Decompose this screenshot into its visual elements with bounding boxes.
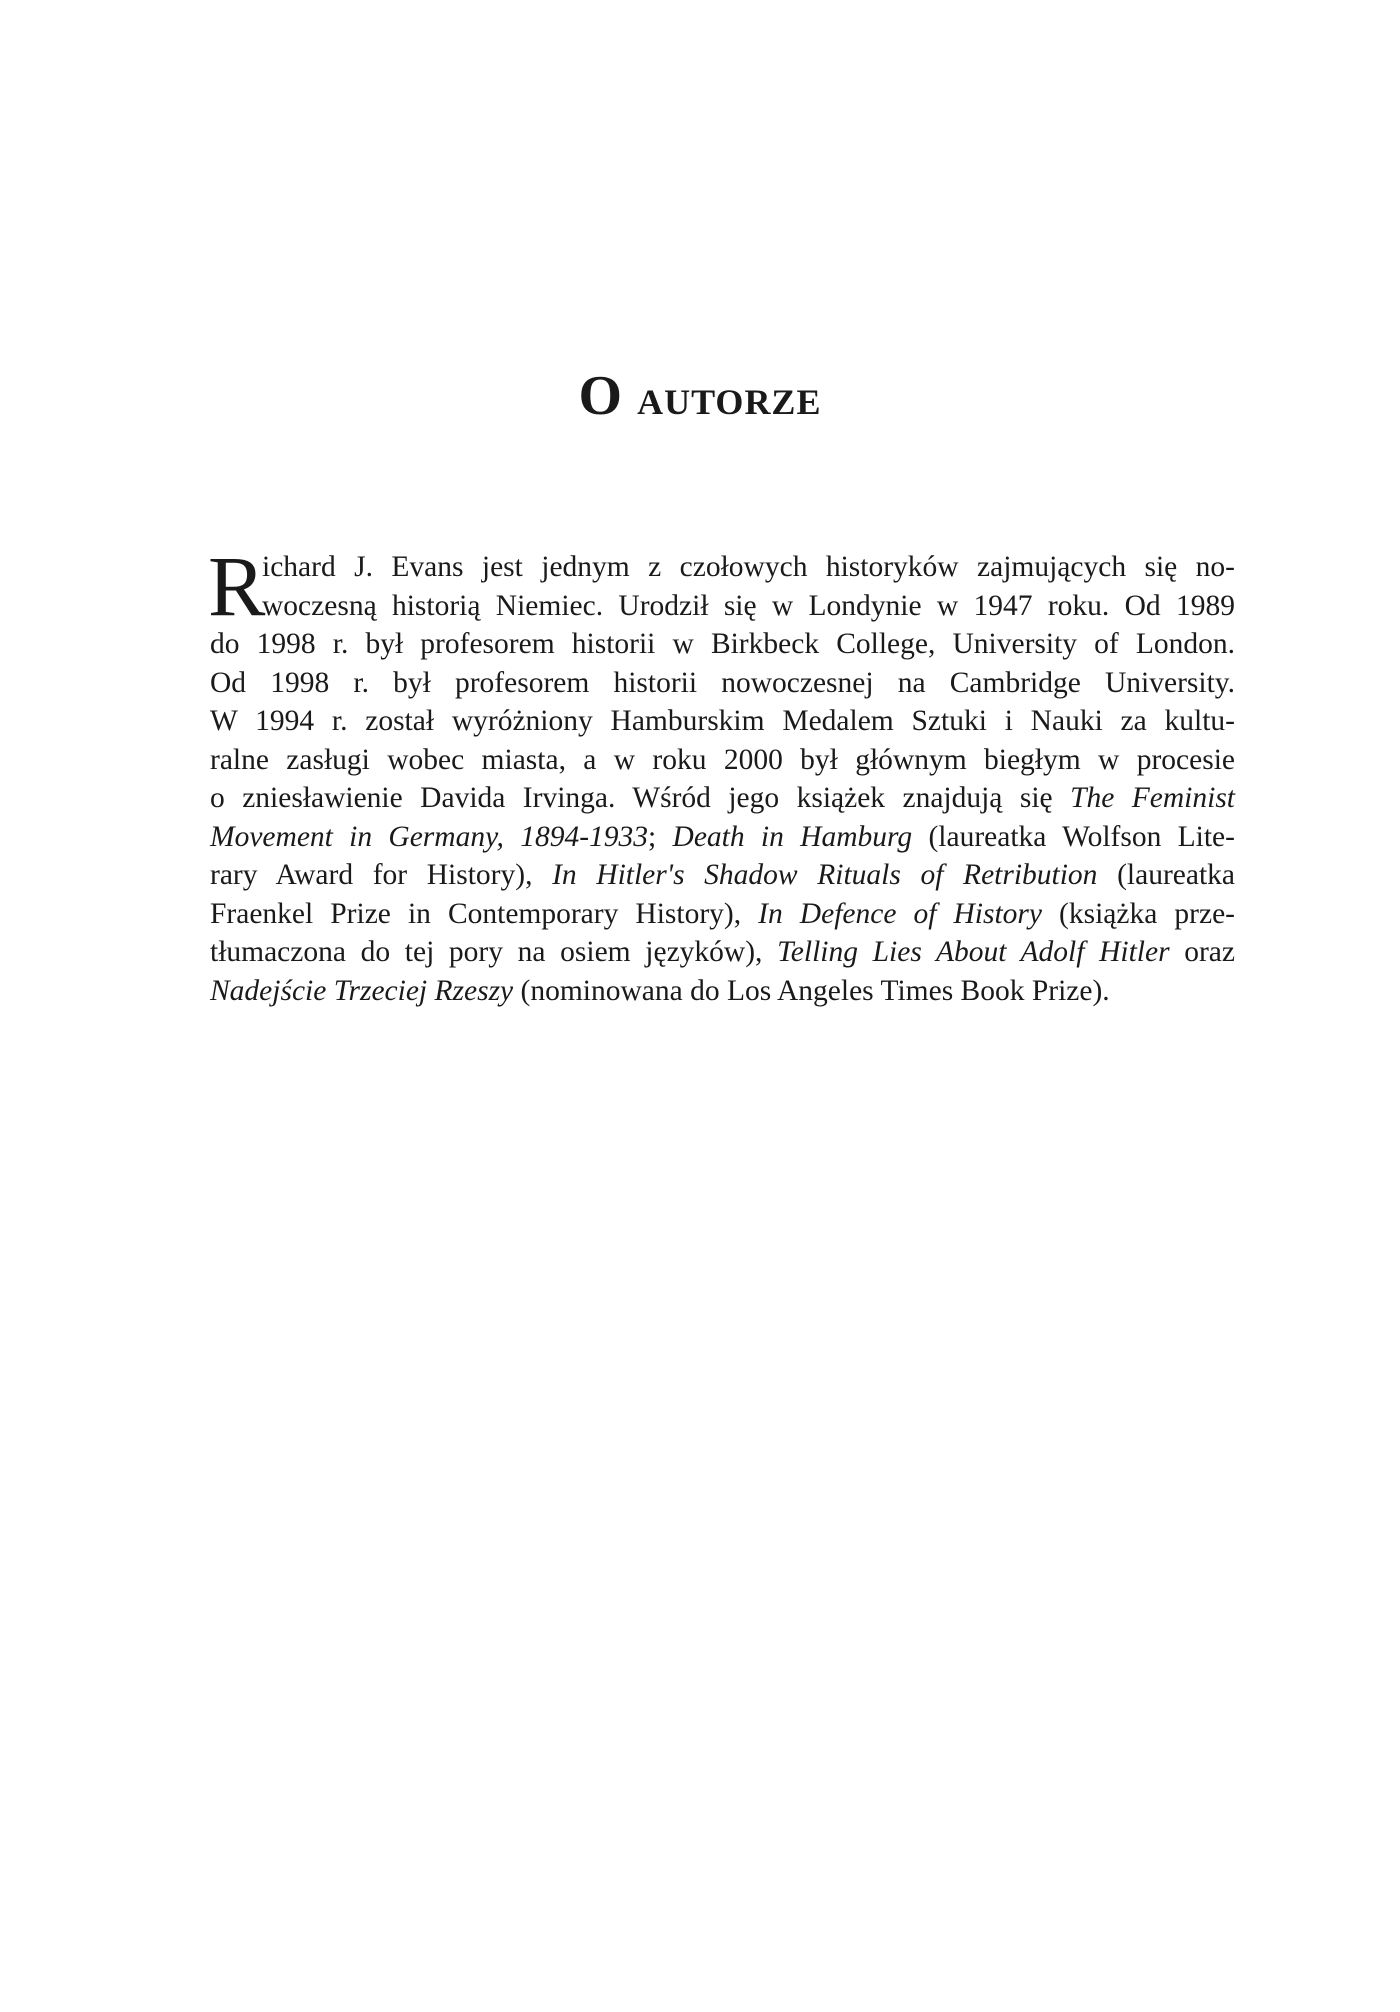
bio-line [210,818,1235,857]
bio-line [210,933,1235,972]
book-title: Nadejście Trzeciej Rzeszy [210,974,514,1007]
bio-line [210,625,1235,664]
bio-line [210,895,1235,934]
bio-text: rary Award for History), [210,859,553,891]
book-title: In Hitler's Shadow Rituals of Retribution [552,859,1098,891]
bio-text: (nominowana do Los Angeles Times Book Prize). [513,974,1110,1007]
bio-text: tłumaczona do tej pory na osiem języków), [210,936,778,968]
bio-text: ; [648,820,673,853]
bio-line [210,972,1235,1011]
author-bio [208,538,1235,1010]
title-rest: autorze [637,369,822,426]
bio-text: do 1998 r. był profesorem historii w Birkbeck College, University of London. [210,628,1235,660]
bio-line [210,856,1235,895]
bio-text: oraz [1169,936,1235,968]
bio-line [210,741,1235,780]
bio-text: Od 1998 r. był profesorem historii nowoczesnej na Cambridge University. [210,666,1235,699]
book-title: Movement in Germany, 1894-1933 [210,820,649,853]
bio-text: o zniesławienie Davida Irvinga. Wśród jego książek znajdują się [210,782,1071,814]
drop-cap: R [208,538,266,634]
bio-text: (książka prze- [1042,897,1235,930]
bio-text: ralne zasługi wobec miasta, a w roku 2000 był głównym biegłym w procesie [210,743,1235,776]
bio-text: ichard J. Evans jest jednym z czołowych historyków zajmujących się no- [262,551,1235,583]
bio-text: woczesną historią Niemiec. Urodził się w Londynie w 1947 roku. Od 1989 [262,589,1235,622]
bio-text: Fraenkel Prize in Contemporary History), [210,897,759,930]
bio-line [210,779,1235,818]
bio-line [210,702,1235,741]
bio-line [210,664,1235,703]
page-title [0,365,1400,427]
book-title: Death in Hamburg [672,820,913,853]
bio-line [210,548,1235,587]
book-title: In Defence of History [758,897,1042,930]
bio-lines [208,538,1235,1010]
bio-text: W 1994 r. został wyróżniony Hamburskim Medalem Sztuki i Nauki za kultu- [210,705,1235,737]
book-title: The Feminist [1070,782,1235,814]
title-initial: O [578,365,624,427]
bio-text: (laureatka [1097,859,1235,891]
bio-line [210,587,1235,626]
book-title: Telling Lies About Adolf Hitler [777,936,1170,968]
bio-text: (laureatka Wolfson Lite- [912,820,1235,853]
